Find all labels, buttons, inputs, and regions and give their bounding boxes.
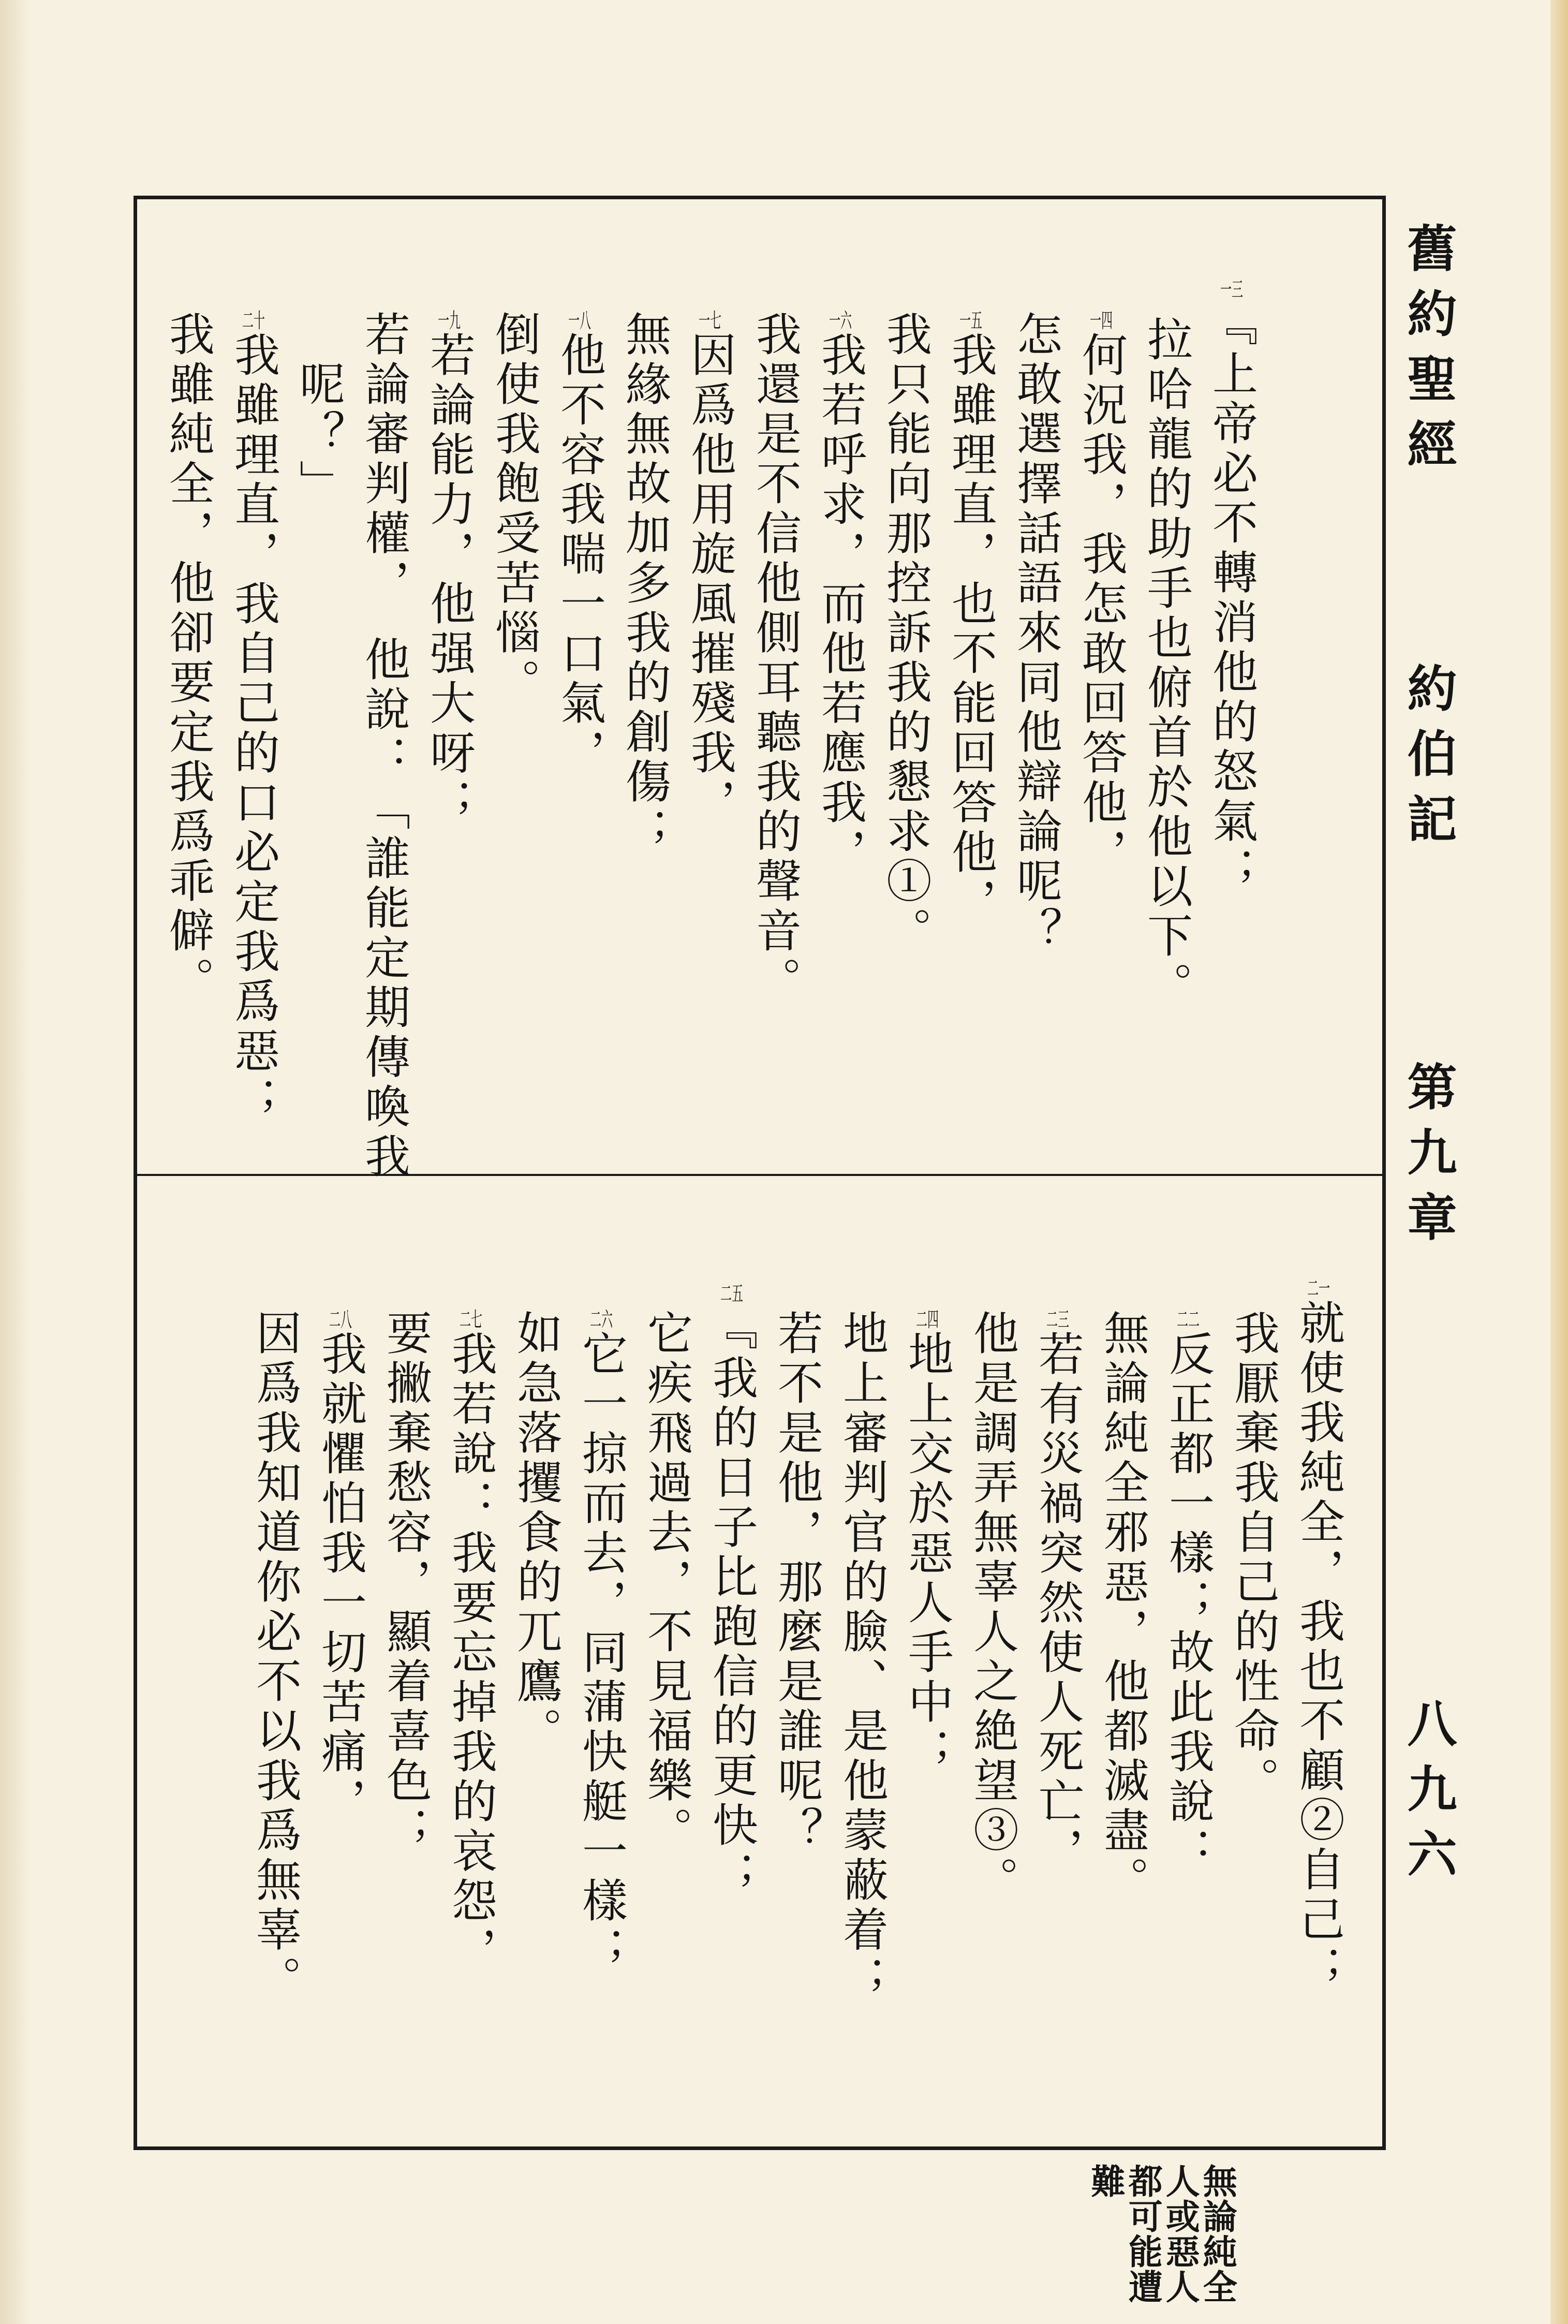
verse-number: 二八 — [329, 1310, 352, 1330]
verse-line: 我只能向那控訴我的懇求①。 — [879, 311, 933, 957]
verse-line: 反正都一樣；故此我說： — [1162, 1330, 1215, 1877]
block-divider — [134, 1174, 1386, 1176]
verse-number: 二三 — [1046, 1310, 1069, 1330]
verse-column — [1075, 311, 1128, 878]
verse-line: 我若呼求，而他若應我， — [814, 331, 867, 878]
verse-line: 他不容我喘一口氣， — [553, 331, 607, 778]
verse-line: 要撇棄愁容，顯着喜色； — [379, 1310, 433, 1856]
verse-column — [836, 1310, 889, 2005]
verse-line: 我若說：我要忘掉我的哀怨， — [445, 1330, 498, 1976]
verse-column — [162, 311, 215, 1006]
verse-number: 二十 — [242, 311, 265, 331]
verse-column — [1097, 1310, 1150, 1906]
verse-column — [944, 311, 998, 928]
verse-column — [771, 1310, 824, 1856]
verse-column — [1010, 311, 1063, 957]
verse-line: 若論審判權， 他說：「誰能定期傳喚我 — [358, 311, 411, 1182]
verse-line: 『上帝必不轉消他的怒氣； — [1205, 300, 1259, 896]
verse-column — [249, 1310, 302, 2005]
verse-column — [966, 1310, 1019, 1906]
margin-note-line: 無論純全 — [1197, 2164, 1238, 2304]
verse-column — [292, 311, 346, 509]
verse-line: 我雖理直，也不能回答他， — [944, 331, 998, 928]
verse-line: 因爲他用旋風摧殘我， — [684, 331, 737, 828]
verse-column — [814, 311, 867, 878]
verse-line: 地上審判官的臉、是他蒙蔽着； — [836, 1310, 889, 2005]
page-edge — [1550, 0, 1568, 2324]
verse-line: 怎敢選擇話語來同他辯論呢？ — [1010, 311, 1063, 957]
verse-line: 我厭棄我自己的性命。 — [1227, 1310, 1280, 1806]
verse-column — [749, 311, 802, 1006]
verse-line: 『我的日子比跑信的更快； — [705, 1304, 759, 1901]
verse-line: 若有災禍突然使人死亡， — [1031, 1330, 1085, 1877]
margin-note-line: 難 — [1085, 2164, 1126, 2199]
verse-column — [1205, 280, 1259, 896]
verse-number: 二七 — [460, 1310, 482, 1330]
verse-column — [379, 1310, 433, 1856]
margin-note-line: 人或惡人 — [1160, 2164, 1201, 2304]
verse-column — [1227, 1310, 1280, 1806]
verse-column — [227, 311, 280, 1126]
verse-line: 無緣無故加多我的創傷； — [618, 311, 672, 857]
verse-line: 地上交於惡人手中； — [901, 1330, 954, 1777]
verse-number: 一五 — [959, 311, 982, 331]
verse-number: 二四 — [916, 1310, 939, 1330]
verse-line: 我雖純全，他卻要定我爲乖僻。 — [162, 311, 215, 1006]
verse-line: 呢？」 — [292, 311, 346, 509]
verse-number: 二六 — [590, 1310, 613, 1330]
verse-column — [618, 311, 672, 857]
page-gutter-shadow — [0, 0, 31, 2324]
verse-column — [488, 311, 541, 708]
verse-column — [1292, 1278, 1345, 1995]
verse-number: 二五 — [720, 1284, 743, 1304]
verse-line: 倒使我飽受苦惱。 — [488, 311, 541, 708]
verse-line: 就使我純全，我也不顧②自己； — [1292, 1299, 1345, 1995]
verse-column — [314, 1310, 367, 1827]
verse-line: 他是調弄無辜人之絶望③。 — [966, 1310, 1019, 1906]
verse-column — [1140, 316, 1193, 1011]
verse-line: 拉哈龍的助手也俯首於他以下。 — [1140, 316, 1193, 1011]
verse-number: 一七 — [699, 311, 721, 331]
verse-line: 因爲我知道你必不以我爲無辜。 — [249, 1310, 302, 2005]
book-title: 舊約聖經 — [1399, 223, 1458, 483]
verse-line: 何況我，我怎敢回答他， — [1075, 331, 1128, 878]
verse-number: 一六 — [829, 311, 852, 331]
verse-number: 一四 — [1090, 311, 1113, 331]
verse-column — [640, 1310, 693, 1856]
verse-line: 無論純全邪惡，他都滅盡。 — [1097, 1310, 1150, 1906]
verse-line: 它疾飛過去，不見福樂。 — [640, 1310, 693, 1856]
verse-column — [684, 311, 737, 828]
section-title: 約伯記 — [1399, 663, 1458, 858]
verse-column — [445, 1310, 498, 1976]
margin-note-line: 都可能遭 — [1122, 2164, 1163, 2304]
verse-column — [575, 1310, 628, 1976]
verse-line: 若不是他，那麼是誰呢？ — [771, 1310, 824, 1856]
verse-line: 我還是不信他側耳聽我的聲音。 — [749, 311, 802, 1006]
verse-number: 一八 — [568, 311, 591, 331]
verse-line: 它一掠而去，同蒲快艇一樣； — [575, 1330, 628, 1976]
verse-line: 我雖理直，我自己的口必定我爲惡； — [227, 331, 280, 1126]
chapter-label: 第九章 — [1399, 1061, 1458, 1257]
verse-column — [358, 311, 411, 1182]
verse-line: 如急落攫食的兀鷹。 — [510, 1310, 563, 1757]
verse-column — [1031, 1310, 1085, 1877]
verse-number: 一九 — [438, 311, 461, 331]
verse-column — [705, 1284, 759, 1901]
verse-column — [553, 311, 607, 778]
verse-column — [510, 1310, 563, 1757]
verse-column — [423, 311, 476, 828]
verse-number: 一三 — [1220, 280, 1243, 300]
verse-column — [1162, 1310, 1215, 1877]
page-number: 八九六 — [1399, 1698, 1458, 1893]
verse-line: 若論能力，他强大呀； — [423, 331, 476, 828]
verse-column — [879, 311, 933, 957]
verse-line: 我就懼怕我一切苦痛， — [314, 1330, 367, 1827]
verse-column — [901, 1310, 954, 1777]
verse-number: 二二 — [1177, 1310, 1200, 1330]
verse-number: 二一 — [1307, 1278, 1330, 1299]
